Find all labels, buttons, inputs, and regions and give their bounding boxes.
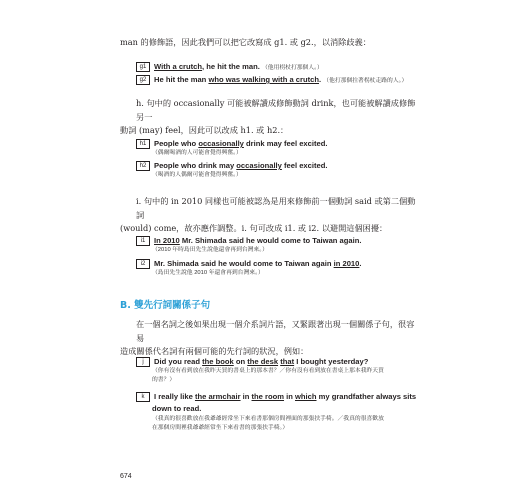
translation: （島田先生說他 2010 年還會再到台灣來。） [152,270,264,276]
paragraph-line: 動詞 (may) feel，因此可以改成 h1. 或 h2.： [120,125,289,135]
underlined-phrase: that [280,357,295,366]
sentence-text: in [240,392,252,401]
sentence-text: on [233,357,248,366]
example-j [136,356,436,385]
sentence-text: He hit the man [154,75,209,84]
example-tag: h1 [136,139,150,149]
page-number: 674 [120,473,132,480]
translation: （他打那個拄著柺杖走路的人。） [323,78,408,84]
example-tag: k [136,392,150,402]
example-i1 [136,235,436,255]
sentence-text: Mr. Shimada said he would come to Taiwan again. [179,236,362,245]
paragraph-line: 造成關係代名詞有兩個可能的先行詞的狀況，例如： [120,346,309,356]
paragraph-i [120,195,420,236]
example-tag: i2 [136,259,150,269]
paragraph-intro: man 的修飾語，因此我們可以把它改寫成 g1. 或 g2.，以消除歧義： [120,37,371,47]
example-h2 [136,160,436,180]
example-tag: g2 [136,75,150,85]
translation: 在那個房間裡我爺爺經常坐下來看書的那張扶手椅。） [152,425,289,431]
paragraph-line: i. 句中的 in 2010 同樣也可能被認為是用來修飾前一個動詞 said 或第二個動詞 [136,196,416,220]
underlined-phrase: occasionally [236,161,282,170]
example-g2 [136,74,436,87]
sentence-text: Did you read [154,357,203,366]
sentence-text: I bought yesterday? [294,357,369,366]
translation: （我真的很喜歡放在我爺爺經常坐下來看書那個房間裡面的那張扶手椅。／我真的很喜歡放 [152,416,384,422]
paragraph-line: h. 句中的 occasionally 可能被解讀成修飾動詞 drink，也可能被解讀成修飾另一 [136,98,416,122]
translation: （你有沒有看到放在我昨天買的書桌上的那本書？／你有沒有看到放在書桌上那本我昨天買 [152,368,384,374]
example-tag: j [136,357,150,367]
sentence-text: down to read. [152,404,202,413]
sentence-text: I really like [154,392,195,401]
translation: （喝酒的人偶爾可能會覺得興奮。） [152,172,242,178]
example-g1 [136,61,436,74]
paragraph-line: (would) come，故亦應作調整。i. 句可改成 i1. 或 i2. 以避開這個困擾： [120,223,388,233]
sentence-text: . [359,259,362,268]
paragraph-b [120,318,420,359]
example-h1 [136,138,436,158]
sentence-text: feel excited. [281,161,328,170]
underlined-phrase: In 2010 [154,236,180,245]
example-k [136,391,436,433]
underlined-phrase: who was walking with a crutch [208,75,319,84]
underlined-phrase: in 2010 [333,259,360,268]
sentence-text: my grandfather always sits [316,392,417,401]
translation: 的書？） [152,377,176,383]
paragraph-line: 在一個名詞之後如果出現一個介系詞片語，又緊跟著出現一個關係子句，很容易 [136,319,415,343]
example-i2 [136,258,436,278]
underlined-phrase: occasionally [198,139,244,148]
underlined-phrase: With a crutch [154,62,203,71]
example-tag: g1 [136,62,150,72]
translation: （2010 年時島田先生說他還會再到台灣來。） [152,247,268,253]
translation: （偶爾喝酒的人可能會覺得興奮。） [152,150,242,156]
sentence-text: People who drink may [154,161,237,170]
sentence-text: drink may feel excited. [243,139,328,148]
sentence-text: , he hit the man. [202,62,260,71]
section-heading: B. 雙先行詞關係子句 [120,300,211,311]
sentence-text: . [319,75,322,84]
underlined-phrase: which [294,392,317,401]
sentence-text: in [284,392,295,401]
underlined-phrase: the book [202,357,234,366]
paragraph-h [120,97,420,138]
underlined-phrase: the room [251,392,285,401]
translation: （他用柺杖打那個人。） [261,65,323,71]
sentence-text: People who [154,139,199,148]
underlined-phrase: the armchair [194,392,241,401]
example-tag: i1 [136,236,150,246]
sentence-text: Mr. Shimada said he would come to Taiwan again [154,259,334,268]
example-tag: h2 [136,161,150,171]
underlined-phrase: the desk [247,357,279,366]
